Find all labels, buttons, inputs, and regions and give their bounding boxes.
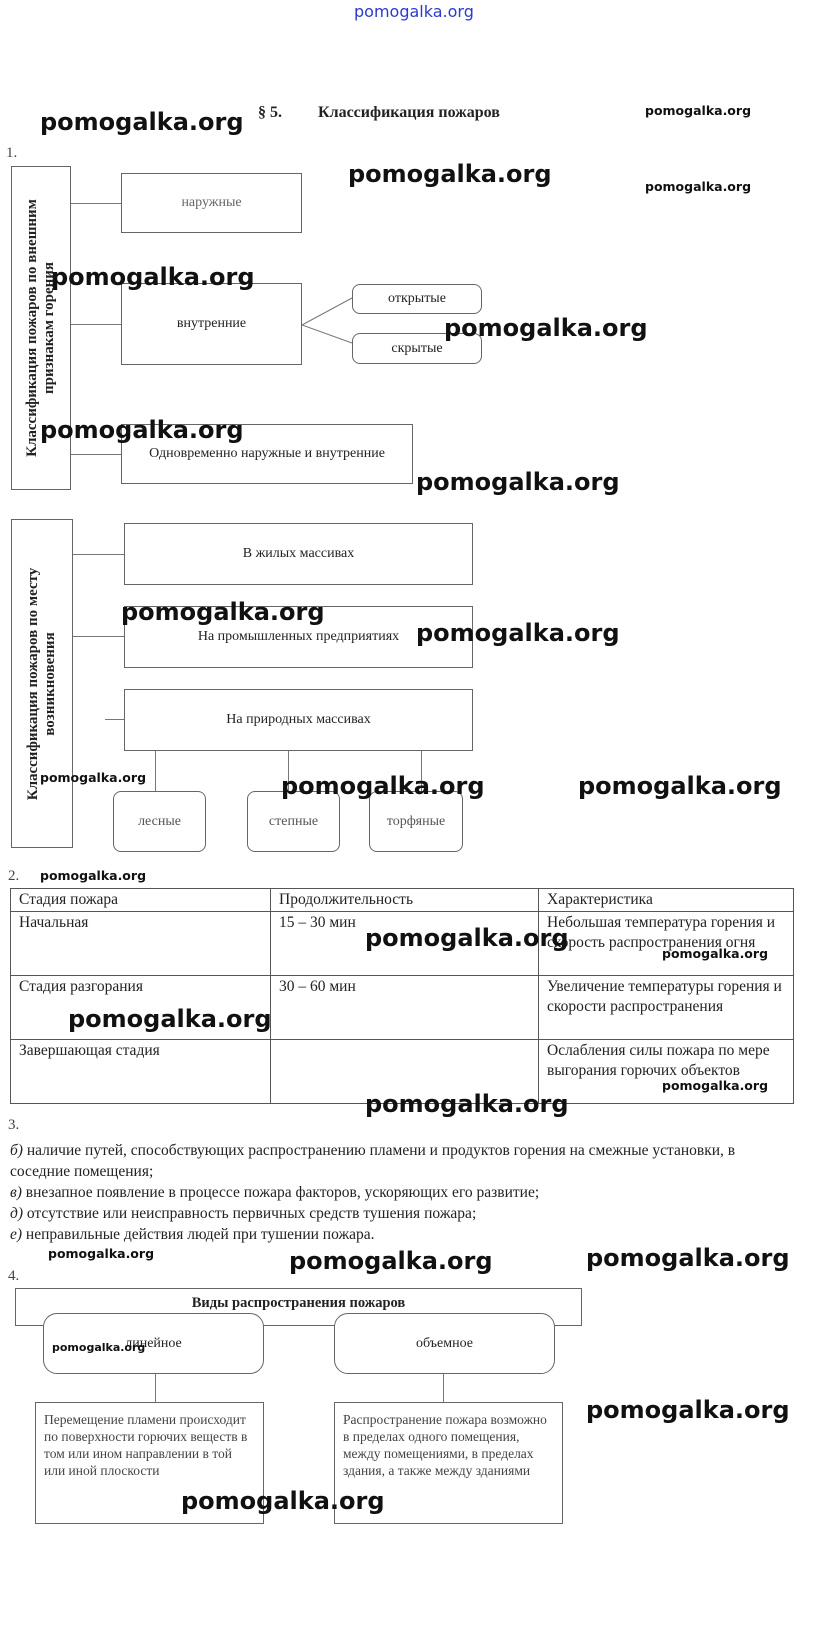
item-letter: в) [10,1184,22,1201]
watermark: pomogalka.org [645,179,752,194]
watermark: pomogalka.org [121,598,325,626]
natural-box: На природных массивах [124,689,473,751]
residential-box: В жилых массивах [124,523,473,585]
watermark: pomogalka.org [52,1341,146,1354]
item-text: наличие путей, способствующих распространению пламени и продуктов горения на смежные установки, в соседние помещения; [10,1142,736,1180]
task3-number: 3. [8,1117,20,1133]
watermark: pomogalka.org [40,416,244,444]
watermark: pomogalka.org [662,946,769,961]
watermark: pomogalka.org [289,1247,493,1275]
table-header: Характеристика [539,889,794,912]
watermark: pomogalka.org [51,263,255,291]
item-letter: е) [10,1226,23,1243]
table-cell: 15 – 30 мин [271,912,539,976]
table-cell: Стадия разгорания [11,976,271,1040]
watermark: pomogalka.org [416,619,620,647]
hidden-fires-box: скрытые [352,333,482,364]
item-text: неправильные действия людей при тушении пожара. [22,1226,375,1243]
table-header: Продолжительность [271,889,539,912]
watermark: pomogalka.org [578,772,782,800]
watermark: pomogalka.org [40,108,244,136]
open-fires-box: открытые [352,284,482,314]
volumetric-spread-box: объемное [334,1313,555,1374]
table-cell: Ослабления силы пожара по мере выгорания горючих объектов [539,1040,794,1104]
both-fires-box: Одновременно наружные и внутренние [121,424,413,484]
table-cell: Завершающая стадия [11,1040,271,1104]
list-item [10,1182,770,1203]
watermark: pomogalka.org [281,772,485,800]
outer-fires-box: наружные [121,173,302,233]
page-title: Классификация пожаров [318,104,500,121]
place-classification-label [11,519,73,848]
forest-fires-box: лесные [113,791,206,852]
linear-spread-description: Перемещение пламени происходит по поверхности горючих веществ в том или ином направлении в той или иной плоскости [35,1402,264,1524]
linear-spread-box: линейное [43,1313,264,1374]
watermark: pomogalka.org [181,1487,385,1515]
table-cell: Увеличение температуры горения и скорости распространения [539,976,794,1040]
task2-number: 2. [8,868,20,884]
table-cell: 30 – 60 мин [271,976,539,1040]
item-letter: б) [10,1142,23,1159]
watermark: pomogalka.org [68,1005,272,1033]
item-text: отсутствие или неисправность первичных средств тушения пожара; [23,1205,477,1222]
watermark: pomogalka.org [40,770,147,785]
factors-list [10,1140,770,1245]
list-item [10,1140,770,1182]
table-header: Стадия пожара [11,889,271,912]
watermark: pomogalka.org [586,1244,790,1272]
table-cell: Небольшая температура горения и скорость распространения огня [539,912,794,976]
peat-fires-box: торфяные [369,791,463,852]
watermark: pomogalka.org [365,924,569,952]
spread-types-title-box: Виды распространения пожаров [15,1288,582,1326]
fire-stages-table [10,888,794,1104]
watermark: pomogalka.org [348,160,552,188]
volumetric-spread-description: Распространение пожара возможно в пределах одного помещения, между помещениями, в пределах здания, а также между зданиями [334,1402,563,1524]
table-cell: Начальная [11,912,271,976]
watermark: pomogalka.org [48,1246,155,1261]
top-watermark: pomogalka.org [354,2,474,21]
section-number: § 5. [258,104,282,121]
external-classification-text: Классификация пожаров по внешним признакам горения [24,199,57,457]
watermark: pomogalka.org [416,468,620,496]
list-item [10,1203,770,1224]
watermark: pomogalka.org [40,868,147,883]
inner-fires-box: внутренние [121,283,302,365]
branch-lines [302,295,354,347]
watermark: pomogalka.org [586,1396,790,1424]
list-item [10,1224,770,1245]
place-classification-text: Классификация пожаров по месту возникновения [25,567,58,800]
watermark: pomogalka.org [365,1090,569,1118]
task4-number: 4. [8,1268,20,1284]
watermark: pomogalka.org [662,1078,769,1093]
industrial-box: На промышленных предприятиях [124,606,473,668]
watermark: pomogalka.org [444,314,648,342]
item-letter: д) [10,1205,24,1222]
steppe-fires-box: степные [247,791,340,852]
item-text: внезапное появление в процессе пожара факторов, ускоряющих его развитие; [21,1184,540,1201]
task1-number: 1. [6,145,18,161]
watermark: pomogalka.org [645,103,752,118]
